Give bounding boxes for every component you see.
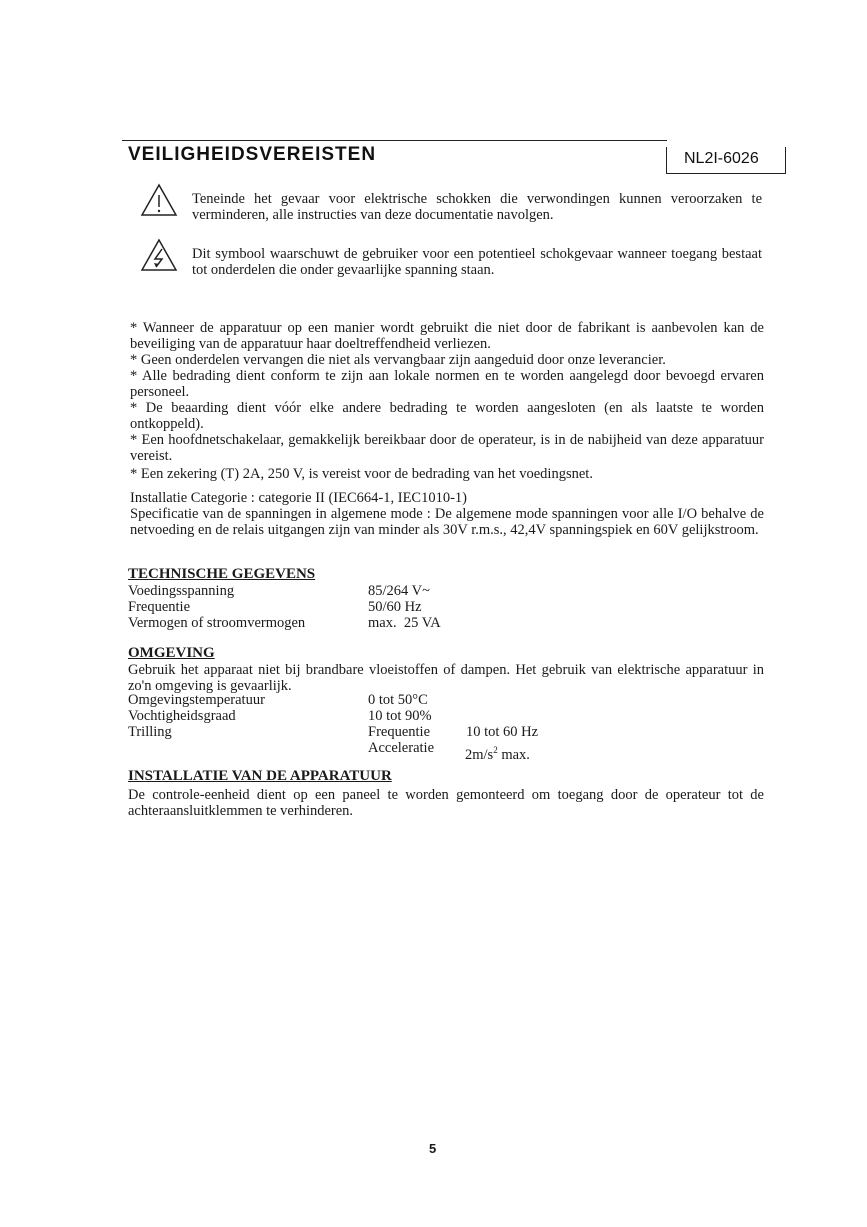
voltage-specification: Specificatie van de spanningen in algemene mode : De algemene mode spanningen voor alle I/O behalve de netvoeding en de relais uitgangen zijn van minder als 30V r.m.s., 42,4V spanningspiek en 60V gelijkstroom. (130, 506, 764, 538)
list-item: * Alle bedrading dient conform te zijn aan lokale normen en te worden aangelegd door bevoegd ervaren personeel. (130, 368, 764, 400)
spec-label: Omgevingstemperatuur (128, 692, 265, 708)
environment-heading: OMGEVING (128, 645, 215, 661)
spec-value: Frequentie (368, 724, 431, 740)
technical-heading: TECHNISCHE GEGEVENS (128, 566, 316, 582)
caution-triangle-icon (140, 183, 178, 217)
spec-value: max. 25 VA (368, 615, 441, 631)
spec-value: 50/60 Hz (368, 599, 422, 615)
list-item: * De beaarding dient vóór elke andere bedrading te worden aangesloten (en als laatste te worden ontkoppeld). (130, 400, 764, 432)
electric-shock-triangle-icon (140, 238, 178, 272)
list-item: * Een zekering (T) 2A, 250 V, is vereist voor de bedrading van het voedingsnet. (130, 466, 593, 482)
install-heading: INSTALLATIE VAN DE APPARATUUR (128, 768, 392, 784)
spec-value: 85/264 V~ (368, 583, 430, 599)
list-item: * Een hoofdnetschakelaar, gemakkelijk bereikbaar door de operateur, is in de nabijheid van deze apparatuur vereist. (130, 432, 764, 464)
warning-text-caution: Teneinde het gevaar voor elektrische schokken die verwondingen kunnen veroorzaken te verminderen, alle instructies van deze documentatie navolgen. (192, 191, 762, 223)
page-title: VEILIGHEIDSVEREISTEN (128, 144, 377, 165)
spec-label: Vermogen of stroomvermogen (128, 615, 306, 631)
vibration-frequency-value: 10 tot 60 Hz (466, 724, 539, 740)
spec-label: Vochtigheidsgraad (128, 708, 236, 724)
warning-text-shock: Dit symbool waarschuwt de gebruiker voor een potentieel schokgevaar wanneer toegang bestaat tot onderdelen die onder gevaarlijke spanning staan. (192, 246, 762, 278)
installation-category: Installatie Categorie : categorie II (IEC664-1, IEC1010-1) (130, 490, 468, 506)
header-rule (122, 140, 667, 141)
acceleration-value: $2m/s^2$ max. (465, 745, 530, 763)
doc-code: NL2I-6026 (684, 150, 759, 167)
spec-label: Frequentie (128, 599, 191, 615)
spec-value: 0 tot 50°C (368, 692, 428, 708)
page-number: 5 (429, 1141, 437, 1156)
spec-value: 10 tot 90% (368, 708, 432, 724)
spec-label: Trilling (128, 724, 172, 740)
safety-requirements-list (130, 320, 764, 482)
list-item: * Geen onderdelen vervangen die niet als vervangbaar zijn aangeduid door onze leverancier. (130, 352, 666, 368)
acceleration-label: Acceleratie (368, 740, 435, 756)
environment-text: Gebruik het apparaat niet bij brandbare vloeistoffen of dampen. Het gebruik van elektrische apparatuur in zo'n omgeving is gevaarlijk. (128, 662, 764, 694)
list-item: * Wanneer de apparatuur op een manier wordt gebruikt die niet door de fabrikant is aanbevolen kan de beveiliging van de apparatuur haar doeltreffendheid verliezen. (130, 320, 764, 352)
spec-label: Voedingsspanning (128, 583, 235, 599)
install-text: De controle-eenheid dient op een paneel te worden gemonteerd om toegang door de operateur tot de achteraansluitklemmen te verhinderen. (128, 787, 764, 819)
